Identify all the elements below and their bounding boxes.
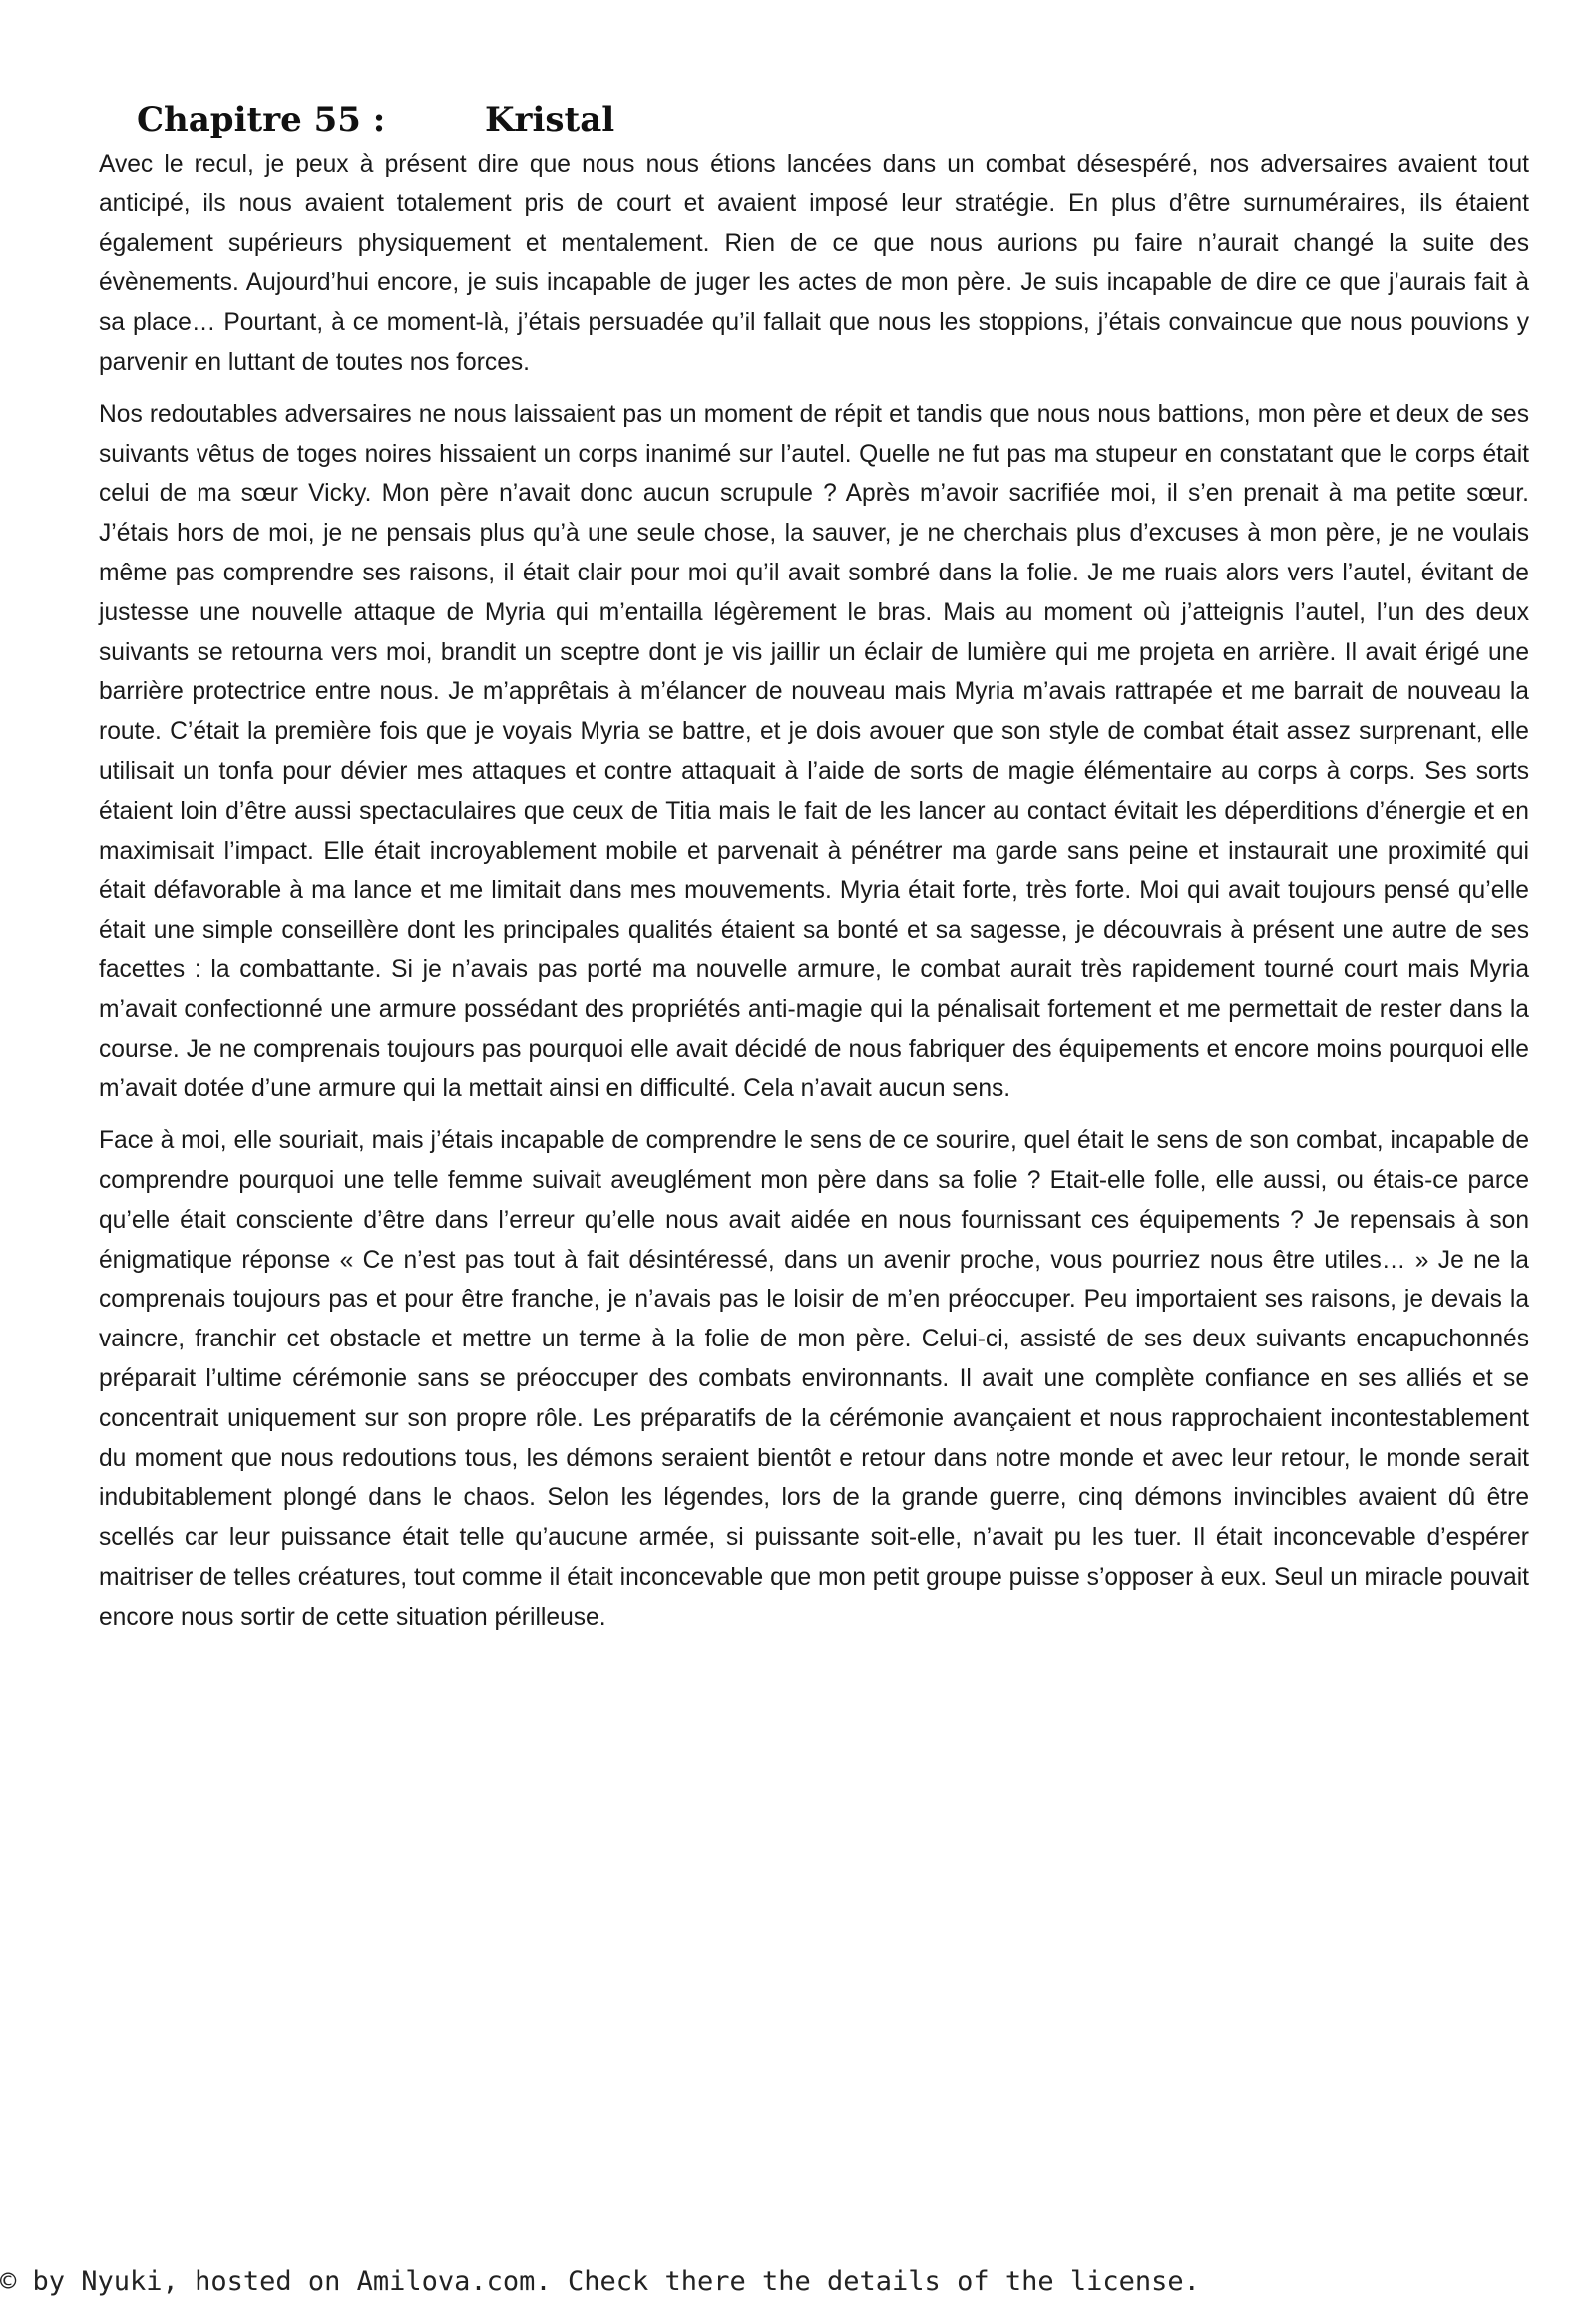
- license-footer: © by Nyuki, hosted on Amilova.com. Check there the details of the license.: [0, 2266, 1200, 2297]
- chapter-body: [99, 145, 1529, 1649]
- chapter-number: Chapitre 55 :: [137, 100, 386, 140]
- paragraph: Nos redoutables adversaires ne nous laissaient pas un moment de répit et tandis que nous nous battions, mon père et deux de ses suivants vêtus de toges noires hissaient un corps inanimé sur l’autel. Quelle ne fut pas ma stupeur en constatant que le corps était celui de ma sœur Vicky. Mon père n’avait donc aucun scrupule ? Après m’avoir sacrifiée moi, il s’en prenait à ma petite sœur. J’étais hors de moi, je ne pensais plus qu’à une seule chose, la sauver, je ne cherchais plus d’excuses à mon père, je ne voulais même pas comprendre ses raisons, il était clair pour moi qu’il avait sombré dans la folie. Je me ruais alors vers l’autel, évitant de justesse une nouvelle attaque de Myria qui m’entailla légèrement le bras. Mais au moment où j’atteignis l’autel, l’un des deux suivants se retourna vers moi, brandit un sceptre dont je vis jaillir un éclair de lumière qui me projeta en arrière. Il avait érigé une barrière protectrice entre nous. Je m’apprêtais à m’élancer de nouveau mais Myria m’avais rattrapée et me barrait de nouveau la route. C’était la première fois que je voyais Myria se battre, et je dois avouer que son style de combat était assez surprenant, elle utilisait un tonfa pour dévier mes attaques et contre attaquait à l’aide de sorts de magie élémentaire au corps à corps. Ses sorts étaient loin d’être aussi spectaculaires que ceux de Titia mais le fait de les lancer au contact évitait les déperditions d’énergie et en maximisait l’impact. Elle était incroyablement mobile et parvenait à pénétrer ma garde sans peine et instaurait une proximité qui était défavorable à ma lance et me limitait dans mes mouvements. Myria était forte, très forte. Moi qui avait toujours pensé qu’elle était une simple conseillère dont les principales qualités étaient sa bonté et sa sagesse, je découvrais à présent une autre de ses facettes : la combattante. Si je n’avais pas porté ma nouvelle armure, le combat aurait très rapidement tourné court mais Myria m’avait confectionné une armure possédant des propriétés anti-magie qui la pénalisait fortement et me permettait de rester dans la course. Je ne comprenais toujours pas pourquoi elle avait décidé de nous fabriquer des équipements et encore moins pourquoi elle m’avait dotée d’une armure qui la mettait ainsi en difficulté. Cela n’avait aucun sens.: [99, 400, 1529, 1103]
- chapter-title: Kristal: [485, 100, 615, 140]
- paragraph: Avec le recul, je peux à présent dire que nous nous étions lancées dans un combat désespéré, nos adversaires avaient tout anticipé, ils nous avaient totalement pris de court et avaient imposé leur stratégie. En plus d’être surnuméraires, ils étaient également supérieurs physiquement et mentalement. Rien de ce que nous aurions pu faire n’aurait changé la suite des évènements. Aujourd’hui encore, je suis incapable de juger les actes de mon père. Je suis incapable de dire ce que j’aurais fait à sa place… Pourtant, à ce moment-là, j’étais persuadée qu’il fallait que nous les stoppions, j’étais convaincue que nous pouvions y parvenir en luttant de toutes nos forces.: [99, 151, 1529, 376]
- chapter-heading: [137, 96, 614, 144]
- paragraph: Face à moi, elle souriait, mais j’étais incapable de comprendre le sens de ce sourire, quel était le sens de son combat, incapable de comprendre pourquoi une telle femme suivait aveuglément mon père dans sa folie ? Etait-elle folle, elle aussi, ou étais-ce parce qu’elle était consciente d’être dans l’erreur qu’elle nous avait aidée en nous fournissant ces équipements ? Je repensais à son énigmatique réponse « Ce n’est pas tout à fait désintéressé, dans un avenir proche, vous pourriez nous être utiles… » Je ne la comprenais toujours pas et pour être franche, je n’avais pas le loisir de m’en préoccuper. Peu importaient ses raisons, je devais la vaincre, franchir cet obstacle et mettre un terme à la folie de mon père. Celui-ci, assisté de ses deux suivants encapuchonnés préparait l’ultime cérémonie sans se préoccuper des combats environnants. Il avait une complète confiance en ses alliés et se concentrait uniquement sur son propre rôle. Les préparatifs de la cérémonie avançaient et nous rapprochaient incontestablement du moment que nous redoutions tous, les démons seraient bientôt e retour dans notre monde et avec leur retour, le monde serait indubitablement plongé dans le chaos. Selon les légendes, lors de la grande guerre, cinq démons invincibles avaient dû être scellés car leur puissance était telle qu’aucune armée, si puissante soit-elle, n’avait pu les tuer. Il était inconcevable d’espérer maitriser de telles créatures, tout comme il était inconcevable que mon petit groupe puisse s’opposer à eux. Seul un miracle pouvait encore nous sortir de cette situation périlleuse.: [99, 1127, 1529, 1631]
